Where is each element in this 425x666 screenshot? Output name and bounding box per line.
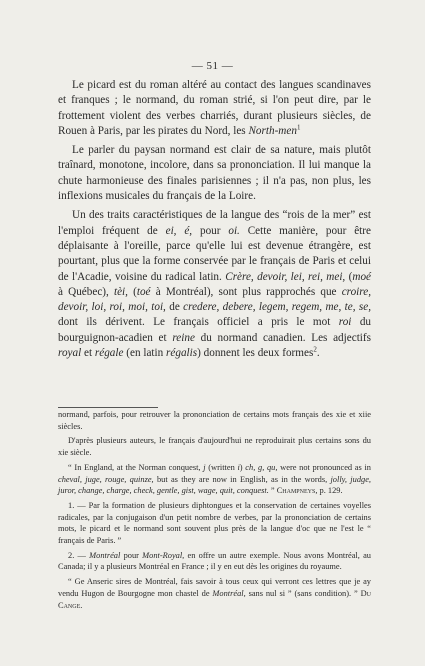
- paragraph-italic: roi: [338, 316, 352, 329]
- paragraph-text: Un des traits caractéristiques de la langue des “rois de la mer” est l'emploi fréquent de: [58, 209, 371, 237]
- footnotes: [58, 409, 371, 614]
- paragraph: [58, 208, 371, 361]
- footnote: normand, parfois, pour retrouver la prononciation de certains mots français des xie et xiie siècles.: [58, 410, 371, 431]
- footnote-italic: jolly, judge, juror, change, charge, check, gentle, gist, wage, quit, conquest.: [58, 474, 372, 496]
- footnote-ref: 2: [313, 345, 317, 354]
- paragraph-italic: ei, é,: [165, 224, 193, 237]
- paragraph-text: et: [81, 347, 95, 360]
- paragraph-italic: reine: [172, 331, 195, 344]
- paragraph-text: pour: [192, 224, 229, 237]
- footnote-text: , p. 129.: [315, 486, 343, 496]
- footnote-italic: Montréal: [89, 550, 121, 560]
- paragraph-italic: North-men: [248, 124, 297, 137]
- paragraph-text: du normand canadien. Les adjectifs: [194, 331, 371, 344]
- footnote-text: were not pronounced as in: [277, 462, 371, 472]
- paragraph-text: ) donnent les deux formes: [197, 347, 314, 360]
- paragraph-text: Le picard est du roman altéré au contact des langues scandinaves et franques ; le normand, du roman strié, si l'on peut dire, par le frottement violent des verbes charriés, durant plusieurs siècles, de Rouen à Paris, par les pirates du Nord, les: [58, 79, 371, 137]
- footnote-text: but as they are now in English, as in the words,: [153, 474, 331, 484]
- footnote-text: pour: [120, 550, 143, 560]
- paragraph-italic: tèi,: [113, 285, 128, 298]
- footnote-author: Champneys: [276, 486, 316, 496]
- footnote-italic: Montréal,: [212, 588, 246, 598]
- paragraph-italic: croire, devoir, loi, roi, moi, toi,: [58, 285, 371, 314]
- paragraph-text: (: [345, 270, 353, 283]
- paragraph-text: de: [165, 301, 184, 314]
- paragraph-italic: oi.: [228, 224, 240, 237]
- footnote-italic: cheval, juge, rouge, quinze,: [58, 474, 154, 484]
- footnote-italic: ch, g, qu,: [245, 462, 278, 472]
- paragraph-italic: moé: [352, 270, 372, 283]
- footnote-text: 2. —: [68, 550, 90, 560]
- footnote-text: .: [80, 600, 83, 610]
- paragraph-text: à Montréal), sont plus rapprochés que: [150, 285, 342, 298]
- footnote-text: en offre un autre exemple. Nous avons Montréal, au Canada; il y a plusieurs Montréal en France ; il y en eut dès les origines du royaume.: [58, 550, 371, 572]
- footnote-text: ”: [268, 486, 277, 496]
- body-text: [58, 78, 371, 361]
- footnote-text: sans nul si ” (sans condition). ”: [245, 588, 361, 598]
- footnote-text: ): [239, 462, 246, 472]
- paragraph-text: Cette manière, pour être déplaisante à l'oreille, parce qu'elle lui est devenue étrangère, est pourtant, plus que la forme conservée par le français de Paris et celui de l'Acadie, voisine du radical latin.: [58, 224, 371, 283]
- footnote-italic: Mont-Royal,: [142, 550, 185, 560]
- footnote-text: “ In England, at the Norman conquest,: [68, 462, 204, 472]
- footnote-italic: i: [237, 462, 240, 472]
- footnote-author: Du Cange: [58, 588, 371, 610]
- paragraph-text: dont ils dérivent. Le français officiel a pris le mot: [58, 316, 339, 329]
- paragraph: Le parler du paysan normand est clair de sa nature, mais plutôt traînard, monotone, incolore, dans sa prononciation. Il lui manque la chute harmonieuse des finales parisiennes ; il n'a pas, non plus, les inflexions musicales du français de la Loire.: [58, 144, 371, 203]
- footnote: [58, 550, 371, 573]
- footnote: [58, 462, 371, 497]
- footnote-text: (written: [205, 462, 238, 472]
- paragraph-text: .: [316, 347, 320, 360]
- paragraph-text: (en latin: [123, 347, 167, 360]
- footnote-italic: j: [203, 462, 206, 472]
- paragraph-text: (: [127, 285, 137, 298]
- page-number: — 51 —: [191, 60, 234, 72]
- footnote: 1. — Par la formation de plusieurs diphtongues et la conservation de certaines voyelles radicales, par la conjugaison d'un petit nombre de verbes, par la prononciation de certains mots, le picard et le normand sont souvent plus près de la langue d'oc que ne l'est le “ français de Paris. ”: [58, 500, 371, 546]
- paragraph-italic: régalis: [166, 347, 198, 360]
- paragraph-italic: régale: [94, 347, 124, 360]
- paragraph: [58, 78, 371, 139]
- footnote: [58, 576, 371, 611]
- footnote-divider: [58, 407, 158, 408]
- footnote-ref: 1: [296, 123, 301, 132]
- paragraph-italic: Crère, devoir, lei, rei, mei,: [225, 270, 346, 283]
- footnote: D'après plusieurs auteurs, le français d'aujourd'hui ne reproduirait plus certains sons du xie siècle.: [58, 436, 371, 458]
- paragraph-text: du bourguignon-acadien et: [58, 316, 372, 344]
- paragraph-text: à Québec),: [58, 285, 114, 298]
- paragraph-italic: royal: [58, 347, 82, 360]
- paragraph-italic: toé: [136, 285, 151, 298]
- footnote-text: “ Ge Anseric sires de Montréal, fais savoir à tous ceux qui verront ces lettres que je ay vendu Hugon de Bourgogne mon chastel de: [58, 577, 371, 598]
- paragraph-italic: credere, debere, legem, regem, me, te, se,: [183, 301, 372, 314]
